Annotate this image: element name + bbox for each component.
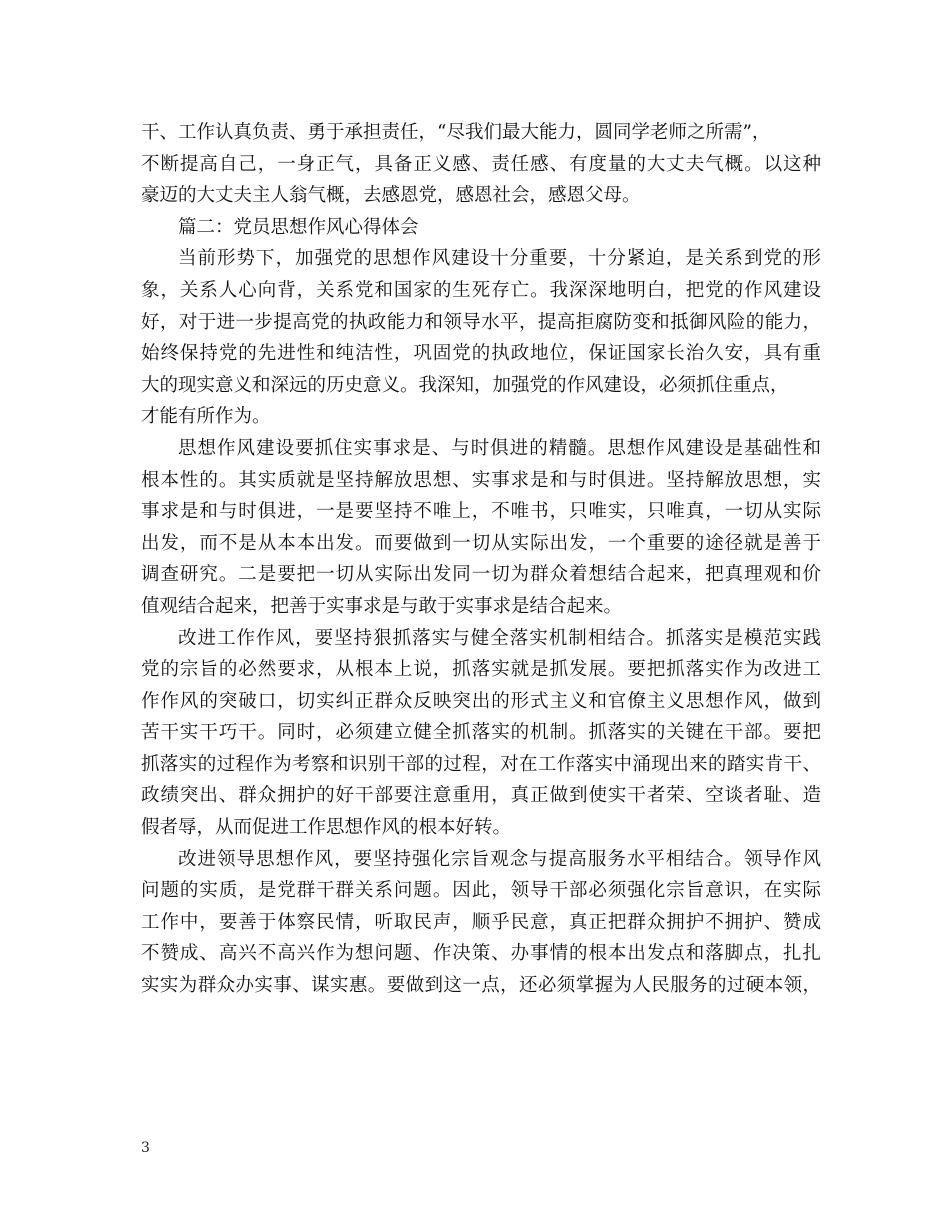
text-line: 才能有所作为。: [141, 406, 271, 428]
text-line: 改进领导思想作风，要坚持强化宗旨观念与提高服务水平相结合。领导作风: [178, 848, 821, 870]
text-line: 不赞成、高兴不高兴作为想问题、作决策、办事情的根本出发点和落脚点，扎扎: [141, 943, 821, 965]
text-line: 当前形势下，加强党的思想作风建设十分重要，十分紧迫，是关系到党的形: [178, 248, 821, 270]
text-line: 苦干实干巧干。同时，必须建立健全抓落实的机制。抓落实的关键在干部。要把: [141, 722, 821, 744]
text-line: 事求是和与时俱进，一是要坚持不唯上，不唯书，只唯实，只唯真，一切从实际: [141, 501, 821, 523]
text-line: 始终保持党的先进性和纯洁性，巩固党的执政地位，保证国家长治久安，具有重: [141, 343, 821, 365]
text-line: 根本性的。其实质就是坚持解放思想、实事求是和与时俱进。坚持解放思想，实: [141, 469, 821, 491]
body-text: [141, 117, 821, 1002]
text-line: 好，对于进一步提高党的执政能力和领导水平，提高拒腐防变和抵御风险的能力，: [141, 311, 821, 333]
text-line: 工作中，要善于体察民情，听取民声，顺乎民意，真正把群众拥护不拥护、赞成: [141, 911, 821, 933]
text-line: 大的现实意义和深远的历史意义。我深知，加强党的作风建设，必须抓住重点，: [141, 374, 789, 396]
text-line: 改进工作作风，要坚持狠抓落实与健全落实机制相结合。抓落实是模范实践: [178, 627, 821, 649]
text-line: 作作风的突破口，切实纠正群众反映突出的形式主义和官僚主义思想作风，做到: [141, 690, 821, 712]
text-line: 豪迈的大丈夫主人翁气概，去感恩党，感恩社会，感恩父母。: [141, 185, 641, 207]
text-line: 出发，而不是从本本出发。而要做到一切从实际出发，一个重要的途径就是善于: [141, 532, 821, 554]
text-line: 实实为群众办实事、谋实惠。要做到这一点，还必须掌握为人民服务的过硬本领，: [141, 975, 821, 997]
text-line: 象，关系人心向背，关系党和国家的生死存亡。我深深地明白，把党的作风建设: [141, 279, 821, 301]
text-line: 问题的实质，是党群干群关系问题。因此，领导干部必须强化宗旨意识，在实际: [141, 880, 821, 902]
text-line: 干、工作认真负责、勇于承担责任，“尽我们最大能力，圆同学老师之所需”，: [141, 122, 771, 143]
page-number: 3: [141, 1140, 150, 1156]
text-line: 值观结合起来，把善于实事求是与敢于实事求是结合起来。: [141, 595, 623, 617]
text-line: 篇二：党员思想作风心得体会: [178, 216, 419, 238]
text-line: 政绩突出、群众拥护的好干部要注意重用，真正做到使实干者荣、空谈者耻、造: [141, 785, 821, 807]
text-line: 思想作风建设要抓住实事求是、与时俱进的精髓。思想作风建设是基础性和: [178, 437, 821, 459]
text-line: 调查研究。二是要把一切从实际出发同一切为群众着想结合起来，把真理观和价: [141, 564, 821, 586]
text-line: 不断提高自己，一身正气，具备正义感、责任感、有度量的大丈夫气概。以这种: [141, 153, 821, 175]
text-line: 党的宗旨的必然要求，从根本上说，抓落实就是抓发展。要把抓落实作为改进工: [141, 659, 821, 681]
text-line: 假者辱，从而促进工作思想作风的根本好转。: [141, 817, 512, 839]
text-line: 抓落实的过程作为考察和识别干部的过程，对在工作落实中涌现出来的踏实肯干、: [141, 753, 821, 775]
